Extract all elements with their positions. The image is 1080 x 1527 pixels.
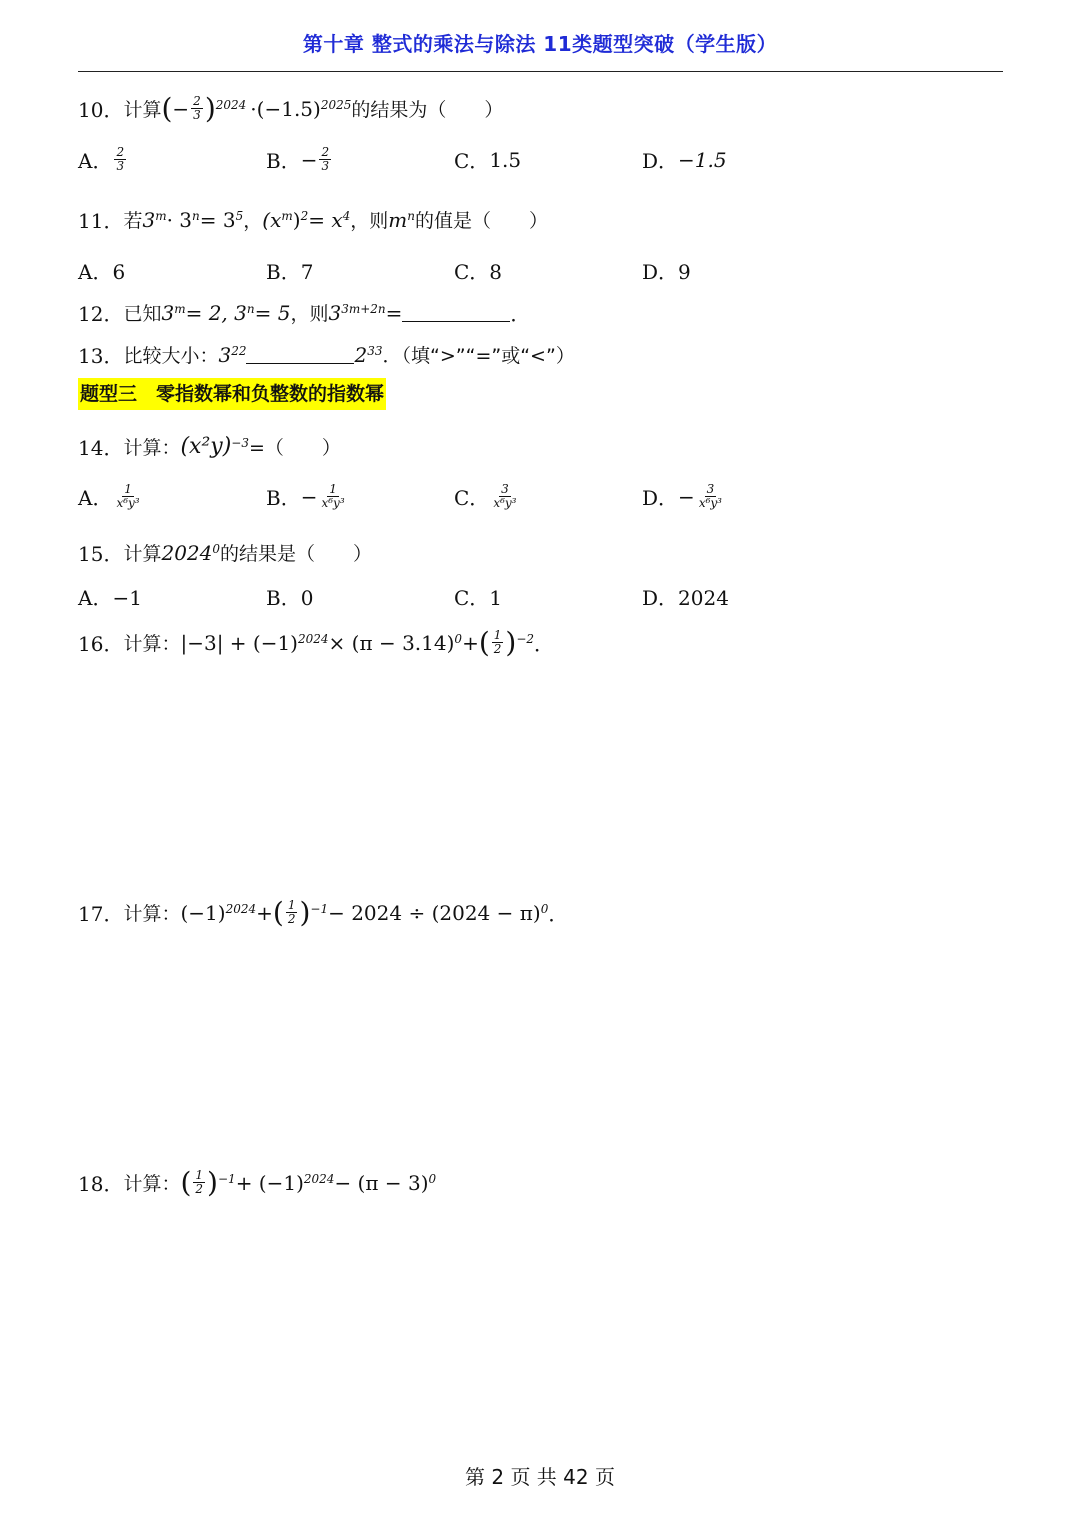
option-d[interactable] [642,145,727,174]
question-15 [78,538,372,567]
option-label: C． [454,486,490,510]
question-lead: 若 [123,210,143,232]
fraction [319,483,346,510]
fraction [286,899,298,926]
option-label: A． [78,149,113,173]
expression-part: = 3 [199,207,236,232]
exponent: n [407,208,415,223]
fraction-denominator: 2 [195,1182,204,1196]
expression-part: (−1) [180,900,226,925]
end-mark: ． [510,302,531,326]
fraction-numerator: 2 [116,145,125,159]
option-d[interactable]: D．2024 [642,586,729,610]
expression-part: + (−1) [235,1170,304,1195]
fraction-numerator: 2 [193,94,201,108]
expression-part: + [256,900,273,925]
exponent: 2024 [215,97,247,112]
expression-part: − 2024 ÷ (2024 − π) [328,900,541,925]
minus-sign: − [678,484,695,509]
exponent: 0 [454,631,463,646]
fraction-numerator: 1 [287,898,296,912]
option-label: A． [78,486,113,510]
question-11 [78,205,548,234]
fraction [114,483,141,510]
question-number: 10． [78,98,124,122]
close-paren: ) [207,1165,218,1199]
expression-part: + [462,630,479,655]
exponent: 4 [342,208,351,223]
expression-part: 2 [354,342,368,367]
question-lead: 计算 [123,99,162,121]
connector-text: ，则 [350,210,389,232]
option-a[interactable] [78,482,144,511]
expression-part: × (π − 3.14) [328,630,455,655]
question-lead: 计算： [123,437,181,459]
minus-sign: − [172,96,190,121]
page-footer: 第 2 页 共 42 页 [465,1465,615,1489]
header-divider [78,71,1003,72]
fraction-denominator: 3 [116,159,125,173]
open-paren: ( [478,625,490,659]
exponent: −2 [516,631,535,646]
option-c[interactable] [454,145,521,174]
end-mark: ． [548,902,569,926]
question-number: 16． [78,632,124,656]
answer-blank[interactable] [246,345,354,364]
exponent: n [246,301,255,316]
fraction-denominator: x⁶y³ [493,496,517,510]
open-paren: ( [272,895,284,929]
option-b[interactable] [266,145,333,174]
expression-part: 2024 [161,540,213,565]
exponent: 2 [300,208,309,223]
separator: ， [243,210,263,232]
question-18 [78,1165,437,1199]
expression-part: (x [262,207,282,232]
question-10 [78,91,504,125]
question-number: 13． [78,344,124,368]
exponent: −3 [231,435,249,450]
question-16 [78,625,555,659]
question-number: 17． [78,902,124,926]
option-label: B． [266,149,301,173]
option-value: 1.5 [489,147,522,172]
option-c[interactable] [454,482,520,511]
question-lead: 比较大小： [123,345,219,367]
fraction-numerator: 3 [706,482,715,496]
exponent: 2025 [320,97,352,112]
fraction [191,95,203,122]
fraction-numerator: 1 [329,482,337,496]
fraction [319,146,331,173]
expression-part: · 3 [166,207,193,232]
option-a[interactable] [78,145,128,174]
fraction-denominator: 2 [287,912,296,926]
answer-blank[interactable] [402,303,510,322]
fraction-denominator: x⁶y³ [116,496,140,510]
expression-part: 3 [142,207,156,232]
fraction [491,483,518,510]
fraction-denominator: x⁶y³ [698,496,722,510]
exponent: 0 [212,541,221,556]
fraction-numerator: 1 [493,628,502,642]
question-number: 12． [78,302,124,326]
question-17 [78,895,569,929]
question-number: 11． [78,209,124,233]
question-13 [78,340,575,369]
exponent: 2024 [225,901,257,916]
question-lead: 计算： [123,633,181,655]
exponent: n [192,208,200,223]
exponent: 33 [367,343,383,358]
exponent: 3m+2n [341,301,386,316]
expression-part: (x²y) [180,434,232,459]
close-paren: ) [204,91,216,125]
question-number: 15． [78,542,124,566]
exponent: m [155,208,167,223]
expression-part: ) [292,207,301,232]
option-a[interactable]: A．−1 [78,586,142,610]
exponent: −1 [310,901,329,916]
question-tail: ．（填“>”“=”或“<”） [382,345,575,367]
expression-part: = x [308,207,343,232]
end-mark: ． [534,632,555,656]
expression-part: 3 [218,342,232,367]
fraction-denominator: 3 [193,108,201,122]
expression-part: ·(−1.5) [250,96,321,121]
fraction-numerator: 1 [124,482,132,496]
page-header-title: 第十章 整式的乘法与除法 11类题型突破（学生版） [302,32,778,56]
exponent: 5 [235,208,244,223]
fraction-numerator: 1 [195,1168,204,1182]
question-tail: 的结果是（ ） [220,543,373,565]
option-a[interactable]: A．6 [78,260,126,284]
expression-part: − (π − 3) [334,1170,429,1195]
fraction-denominator: 2 [493,642,502,656]
option-label: C． [454,149,490,173]
section-heading: 题型三 零指数幂和负整数的指数幂 [78,378,386,410]
fraction [697,483,724,510]
exponent: m [174,301,186,316]
fraction-denominator: x⁶y³ [321,496,345,510]
exponent: 22 [231,343,247,358]
fraction-numerator: 3 [501,482,509,496]
exponent: −1 [217,1171,236,1186]
option-b[interactable]: B．7 [266,260,314,284]
close-paren: ) [299,895,311,929]
option-label: B． [266,486,301,510]
open-paren: ( [180,1165,192,1199]
expression-part: m [388,207,408,232]
exponent: 2024 [303,1171,335,1186]
question-lead: 计算： [123,1173,181,1195]
exponent: 0 [428,1171,437,1186]
expression-part: |−3| + (−1) [180,630,298,655]
option-d[interactable] [642,482,726,511]
question-14 [78,432,341,461]
fraction [193,1169,205,1196]
fraction-denominator: 3 [321,159,330,173]
exponent: m [281,208,293,223]
minus-sign: − [300,147,318,172]
option-b[interactable]: B．0 [266,586,314,610]
option-label: D． [642,486,679,510]
fraction [492,629,504,656]
expression-part: = 2, 3 [185,300,247,325]
question-lead: 计算 [123,543,162,565]
question-tail: 的值是（ ） [414,210,548,232]
question-number: 14． [78,436,124,460]
connector-text: ，则 [290,303,329,325]
question-tail: =（ ） [249,437,341,459]
expression-part: 3 [328,300,342,325]
expression-part: = 5 [254,300,291,325]
option-d[interactable]: D．9 [642,260,691,284]
option-c[interactable]: C．1 [454,586,503,610]
exponent: 0 [540,901,549,916]
close-paren: ) [505,625,517,659]
option-value: −1.5 [678,147,727,172]
expression-part: = [385,300,403,325]
fraction-numerator: 2 [321,145,330,159]
question-number: 18． [78,1172,124,1196]
minus-sign: − [300,484,318,509]
option-c[interactable]: C．8 [454,260,503,284]
question-tail: 的结果为（ ） [351,99,504,121]
exponent: 2024 [298,631,329,646]
option-b[interactable] [266,482,349,511]
fraction [114,146,126,173]
question-12 [78,298,530,327]
expression-part: 3 [161,300,175,325]
question-lead: 已知 [123,303,162,325]
question-lead: 计算： [123,903,181,925]
open-paren: ( [161,91,173,125]
option-label: D． [642,149,679,173]
